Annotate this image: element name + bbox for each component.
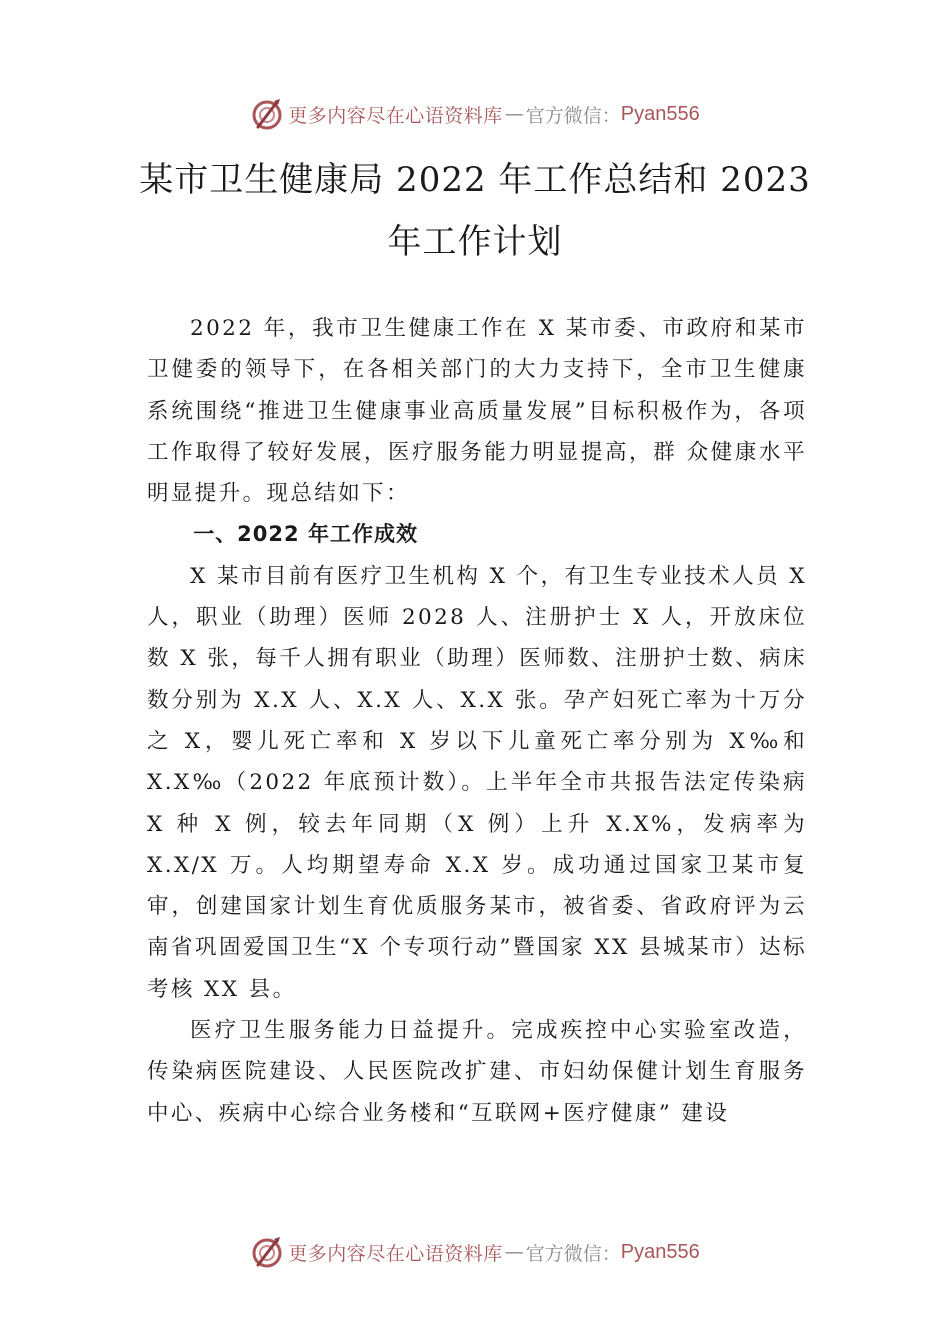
brush-pen-logo-icon: [250, 1235, 284, 1269]
banner-text: 更多内容尽在心语资料库: [288, 104, 503, 127]
document-title-line-1: 某市卫生健康局 2022 年工作总结和 2023: [139, 160, 811, 200]
header-banner: [0, 94, 950, 134]
footer-banner: [0, 1232, 950, 1272]
banner-wechat-id: Pyan556: [620, 1240, 700, 1263]
banner-text: 更多内容尽在心语资料库: [288, 1242, 503, 1265]
banner-wechat-label: 官方微信：: [525, 104, 621, 127]
paragraph-intro: 2022 年，我市卫生健康工作在 X 某市委、市政府和某市卫健委的领导下，在各相关部门的大力支持下，全市卫生健康系统围绕“推进卫生健康事业高质量发展”目标积极作为，各项工作取得了较好发展，医疗服务能力明显提高，群 众健康水平明显提升。现总结如下：: [147, 316, 807, 507]
brush-pen-logo-icon: [250, 97, 284, 131]
paragraph-statistics: X 某市目前有医疗卫生机构 X 个，有卫生专业技术人员 X 人，职业（助理）医师 2028 人、注册护士 X 人，开放床位数 X 张，每千人拥有职业（助理）医师数、注册护士数、病床数分别为 X.X 人、X.X 人、X.X 张。孕产妇死亡率为十万分之 X，婴儿死亡率和 X 岁以下儿童死亡率分别为 X‰和 X.X‰（2022 年底预计数）。上半年全市共报告法定传染病 X 种 X 例，较去年同期（X 例）上升 X.X%，发病率为 X.X/X 万。人均期望寿命 X.X 岁。成功通过国家卫某市复审，创建国家计划生育优质服务某市，被省委、省政府评为云南省巩固爱国卫生“X 个专项行动”暨国家 XX 县城某市）达标考核 XX 县。: [147, 563, 807, 1002]
document-body: [147, 308, 807, 1134]
banner-separator: —: [504, 103, 524, 125]
section-heading: 一、2022 年工作成效: [193, 522, 418, 547]
paragraph-capacity: 医疗卫生服务能力日益提升。完成疾控中心实验室改造，传染病医院建设、人民医院改扩建、市妇幼保健计划生育服务中心、疾病中心综合业务楼和“互联网+医疗健康” 建设: [147, 1018, 807, 1126]
banner-wechat-id: Pyan556: [620, 102, 700, 125]
banner-wechat-label: 官方微信：: [525, 1242, 621, 1265]
banner-separator: —: [504, 1241, 524, 1263]
document-title-line-2: 年工作计划: [387, 222, 563, 262]
